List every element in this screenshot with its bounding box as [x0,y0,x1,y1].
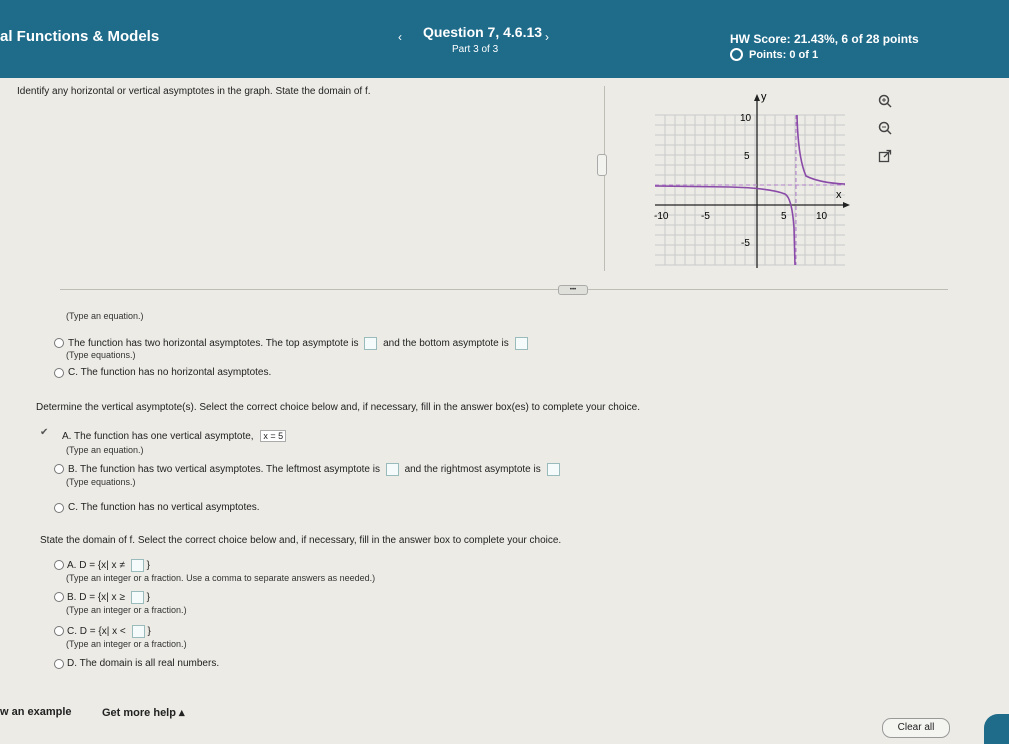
domain-option-a-text: A. D = {x| x ≠ [67,560,125,572]
collapse-handle[interactable] [597,154,607,176]
question-prompt: Identify any horizontal or vertical asymptotes in the graph. State the domain of f. [17,86,371,97]
tick-label-xneg5: -5 [701,211,710,222]
radio-domain-a[interactable] [54,560,64,570]
domain-option-c: C. D = {x| x < } [67,626,151,638]
horizontal-option-c: C. The function has no horizontal asymptotes. [68,367,272,378]
radio-horizontal-b[interactable] [54,338,64,348]
answer-box-domain-b[interactable] [131,591,144,604]
domain-option-b-hint: (Type an integer or a fraction.) [66,605,187,615]
radio-vertical-c[interactable] [54,503,64,513]
radio-domain-b[interactable] [54,592,64,602]
hw-score: HW Score: 21.43%, 6 of 28 points [730,32,919,46]
circle-status-icon [730,48,743,61]
question-title: Question 7, 4.6.13 [423,24,543,40]
radio-domain-c[interactable] [54,626,64,636]
points-label: Points: 0 of 1 [749,48,819,61]
hint-type-equations: (Type equations.) [66,350,136,360]
domain-option-c-text: C. D = {x| x < [67,626,126,638]
check-answer-button[interactable] [984,714,1009,744]
domain-option-a: A. D = {x| x ≠ } [67,560,150,572]
answer-box-domain-c[interactable] [132,625,145,638]
vertical-option-a-hint: (Type an equation.) [66,445,144,455]
tick-label-y5: 5 [744,151,750,162]
vertical-option-a[interactable] [62,430,286,442]
get-more-help-button[interactable]: Get more help ▴ [102,707,185,719]
zoom-out-icon[interactable] [876,119,894,137]
part-indicator: Part 3 of 3 [452,44,499,55]
x-axis-label: x [836,189,842,201]
vertical-option-b-text: B. The function has two vertical asymptotes. The leftmost asymptote is [68,464,380,476]
view-example-link[interactable]: w an example [0,706,72,718]
x-axis-arrow [843,202,850,208]
vertical-option-b-mid: and the rightmost asymptote is [404,464,541,476]
course-title: al Functions & Models [0,28,160,45]
answer-box-top-asymptote[interactable] [364,337,377,350]
function-graph [640,88,855,278]
domain-option-a-hint: (Type an integer or a fraction. Use a comma to separate answers as needed.) [66,573,376,583]
answer-box-rightmost-asymptote[interactable] [547,463,560,476]
y-axis-label: y [761,91,767,103]
domain-option-c-hint: (Type an integer or a fraction.) [66,639,187,649]
vertical-option-c: C. The function has no vertical asymptotes. [68,502,260,513]
panel-divider [604,86,605,271]
zoom-in-icon[interactable] [876,92,894,110]
radio-domain-d[interactable] [54,659,64,669]
graph-grid [655,115,845,265]
tick-label-x5: 5 [781,211,787,222]
vertical-option-b [68,463,563,476]
check-mark-icon: ✔ [40,427,49,438]
answer-vertical-asymptote[interactable]: x = 5 [260,430,286,442]
domain-option-d: D. The domain is all real numbers. [67,658,220,669]
domain-prompt: State the domain of f. Select the correct choice below and, if necessary, fill in the answer box to complete your choice. [40,535,562,546]
answer-box-bottom-asymptote[interactable] [515,337,528,350]
tick-label-y10: 10 [740,113,752,124]
chevron-left-icon[interactable]: ‹ [398,30,402,44]
y-axis-arrow [754,94,760,101]
vertical-prompt: Determine the vertical asymptote(s). Select the correct choice below and, if necessary, fill in the answer box(es) to complete your choice. [36,402,640,413]
chevron-right-icon[interactable]: › [545,30,549,44]
points-status [730,48,818,61]
tick-label-xneg10: -10 [654,211,669,222]
expand-handle[interactable]: ••• [558,285,588,295]
tick-label-yneg5: -5 [741,238,750,249]
clear-all-button[interactable]: Clear all [882,718,950,738]
answer-box-leftmost-asymptote[interactable] [386,463,399,476]
top-bar [0,0,1009,78]
radio-horizontal-c[interactable] [54,368,64,378]
domain-option-b: B. D = {x| x ≥ } [67,592,150,604]
horizontal-option-b-text: The function has two horizontal asymptotes. The top asymptote is [68,338,359,350]
domain-option-b-text: B. D = {x| x ≥ [67,592,125,604]
radio-vertical-b[interactable] [54,464,64,474]
vertical-option-a-text: A. The function has one vertical asymptote, [62,431,254,442]
external-link-icon[interactable] [876,147,894,165]
horizontal-option-b-mid: and the bottom asymptote is [383,338,509,350]
hint-type-equation: (Type an equation.) [66,311,144,321]
section-divider [60,289,948,290]
tick-label-x10: 10 [816,211,828,222]
answer-box-domain-a[interactable] [131,559,144,572]
horizontal-option-b [68,337,531,350]
vertical-option-b-hint: (Type equations.) [66,477,136,487]
